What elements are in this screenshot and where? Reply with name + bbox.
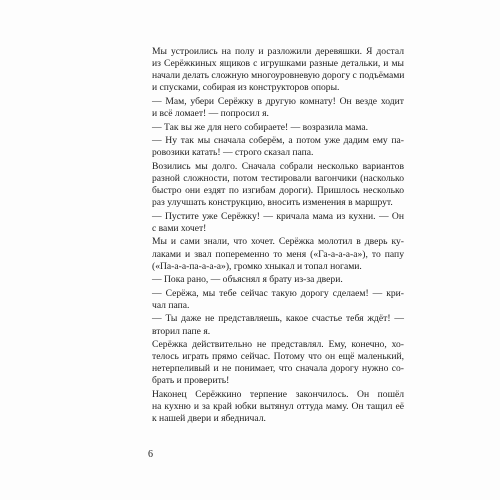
text-line: Возились мы долго. Сначала собрали несколько вариантов (152, 160, 404, 172)
paragraph (138, 313, 404, 337)
body-text (138, 46, 404, 427)
text-line: — Пустите уже Серёжку! — кричала мама из кухни. — Он (152, 210, 404, 222)
paragraph (138, 389, 404, 425)
text-line: Мы устроились на полу и разложили деревяшки. Я достал (152, 46, 404, 57)
text-line: с вами хочет! (152, 222, 207, 234)
text-line: чал папа. (152, 299, 190, 311)
page-number: 6 (148, 449, 153, 460)
text-line: на кухню и за край юбки вытянул оттуда маму. Он тащил её (152, 401, 404, 413)
paragraph (138, 46, 404, 94)
text-line: — Ну так мы сначала соберём, а потом уже дадим ему па- (152, 135, 404, 147)
text-line: — Пока рано, — объяснял я брату из-за двери. (152, 274, 343, 286)
paragraph (138, 135, 404, 159)
text-line: разной сложности, потом тестировали вагончики (насколько (152, 172, 404, 184)
paragraph (138, 236, 404, 272)
text-line: начали делать сложную многоуровневую дорогу с подъёмами (152, 70, 405, 82)
text-line: — Мам, убери Серёжку в другую комнату! Он везде ходит (152, 95, 404, 107)
text-line: брать и проверить! (152, 375, 230, 387)
text-line: и спусками, собирая из конструкторов опоры. (152, 82, 340, 94)
text-line: раз улучшать конструкцию, вносить изменения в маршрут. (152, 197, 393, 209)
text-line: к нашей двери и ябедничал. (152, 413, 266, 425)
text-line: Наконец Серёжкино терпение закончилось. Он пошёл (152, 389, 404, 401)
paragraph (138, 122, 404, 134)
paragraph (138, 161, 404, 209)
text-line: из Серёжкиных ящиков с игрушками разные детальки, и мы (152, 58, 404, 70)
text-line: ровозики катать! — строго сказал папа. (152, 147, 314, 159)
text-line: («Па-а-а-па-а-а-а»), громко хныкал и топал ногами. (152, 260, 362, 272)
paragraph (138, 274, 404, 286)
paragraph (138, 211, 404, 235)
text-line: лаками и звал попеременно то меня («Га-а-а-а-а»), то папу (152, 248, 404, 260)
text-line: и всё ломает! — попросил я. (152, 107, 269, 119)
text-line: нетерпеливый и не понимает, что сначала дорогу нужно со- (152, 363, 404, 375)
text-line: — Серёжа, мы тебе сейчас такую дорогу сделаем! — кри- (152, 287, 404, 299)
paragraph (138, 339, 404, 387)
text-line: быстро они ездят по изгибам дороги). Пришлось несколько (152, 185, 404, 197)
paragraph (138, 288, 404, 312)
text-line: — Так вы же для него собираете! — возразила мама. (152, 121, 369, 133)
text-line: Мы и сами знали, что хочет. Серёжка молотил в дверь ку- (152, 236, 404, 248)
text-line: телось играть прямо сейчас. Потому что он ещё маленький, (152, 351, 404, 363)
text-line: Серёжка действительно не представлял. Ему, конечно, хо- (152, 339, 404, 351)
text-line: — Ты даже не представляешь, какое счастье тебя ждёт! — (152, 313, 404, 325)
text-line: вторил папе я. (152, 325, 211, 337)
paragraph (138, 96, 404, 120)
